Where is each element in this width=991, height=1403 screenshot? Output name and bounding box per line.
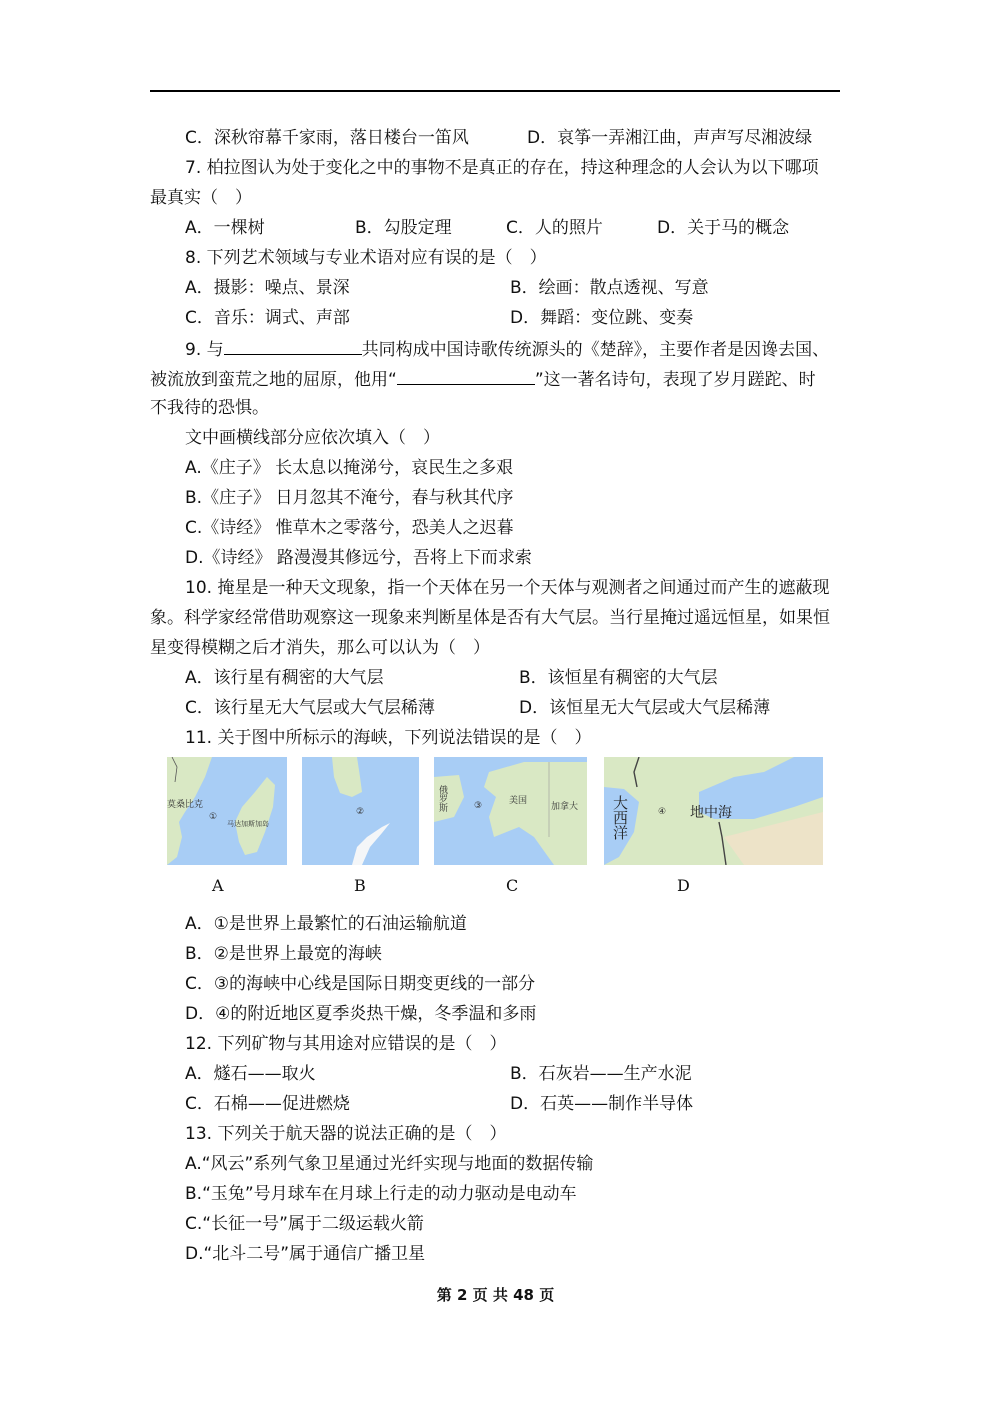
map-d: [604, 757, 823, 865]
q7-option-c: C．人的照片: [506, 218, 603, 238]
map-b: [302, 757, 419, 865]
q9-line1-start: 9. 与: [185, 340, 224, 360]
q9-line2-end: ”这一著名诗句，表现了岁月蹉跎、时: [534, 370, 816, 390]
q7-option-b: B．勾股定理: [355, 218, 452, 238]
map-c: [434, 757, 587, 865]
q13-option-c: C.“长征一号”属于二级运载火箭: [185, 1214, 424, 1234]
q9-option-b: B.《庄子》 日月忽其不淹兮，春与秋其代序: [185, 488, 514, 508]
q12-option-b: B．石灰岩——生产水泥: [510, 1064, 692, 1084]
q13-option-b: B.“玉兔”号月球车在月球上行走的动力驱动是电动车: [185, 1184, 577, 1204]
q9-line2: [150, 368, 816, 390]
q9-blank-1[interactable]: [224, 338, 362, 355]
q8-option-d: D．舞蹈：变位跳、变奏: [510, 308, 694, 328]
q8-stem: 8. 下列艺术领域与专业术语对应有误的是（ ）: [185, 248, 547, 268]
map-c-label-usa: 美国: [509, 796, 528, 806]
map-c-label-canada: 加拿大: [551, 802, 579, 812]
q12-stem: 12. 下列矿物与其用途对应错误的是（ ）: [185, 1034, 507, 1054]
q12-option-a: A．燧石——取火: [185, 1064, 316, 1084]
q9-option-c: C.《诗经》 惟草木之零落兮，恐美人之迟暮: [185, 518, 514, 538]
q9-line2-start: 被流放到蛮荒之地的屈原，他用“: [150, 370, 397, 390]
map-b-caption: B: [354, 876, 366, 895]
q13-stem: 13. 下列关于航天器的说法正确的是（ ）: [185, 1124, 507, 1144]
q9-prompt: 文中画横线部分应依次填入（ ）: [185, 428, 440, 448]
q11-option-a: A．①是世界上最繁忙的石油运输航道: [185, 914, 467, 934]
map-a-marker: ①: [209, 812, 218, 822]
q9-blank-2[interactable]: [397, 368, 535, 385]
q9-option-d: D.《诗经》 路漫漫其修远兮，吾将上下而求索: [185, 548, 532, 568]
map-a-caption: A: [212, 876, 224, 895]
q8-option-c: C．音乐：调式、声部: [185, 308, 350, 328]
header-rule: [150, 90, 840, 92]
map-a: [167, 757, 287, 865]
map-c-label-russia: 俄罗斯: [437, 785, 447, 812]
map-d-caption: D: [677, 876, 690, 895]
q6-option-c: C．深秋帘幕千家雨，落日楼台一笛风: [185, 128, 469, 148]
q10-line1: 10. 掩星是一种天文现象，指一个天体在另一个天体与观测者之间通过而产生的遮蔽现: [185, 578, 830, 598]
q6-option-d: D．哀筝一弄湘江曲，声声写尽湘波绿: [527, 128, 813, 148]
q9-line1-end: 共同构成中国诗歌传统源头的《楚辞》，主要作者是因谗去国、: [361, 340, 830, 360]
q7-option-a: A．一棵树: [185, 218, 265, 238]
map-d-label-atlantic: 大西洋: [611, 795, 629, 840]
q11-option-d: D．④的附近地区夏季炎热干燥，冬季温和多雨: [185, 1004, 537, 1024]
map-a-label-mozambique: 莫桑比克: [167, 800, 204, 810]
q7-option-d: D．关于马的概念: [657, 218, 790, 238]
q10-option-d: D．该恒星无大气层或大气层稀薄: [519, 698, 771, 718]
q12-option-d: D．石英——制作半导体: [510, 1094, 694, 1114]
q8-option-b: B．绘画：散点透视、写意: [510, 278, 709, 298]
q10-line2: 象。科学家经常借助观察这一现象来判断星体是否有大气层。当行星掩过遥远恒星，如果恒: [150, 608, 830, 628]
q9-line3: 不我待的恐惧。: [150, 398, 269, 418]
q10-option-c: C．该行星无大气层或大气层稀薄: [185, 698, 435, 718]
q10-option-a: A．该行星有稠密的大气层: [185, 668, 384, 688]
map-d-label-mediterranean: 地中海: [690, 805, 732, 821]
q13-option-d: D.“北斗二号”属于通信广播卫星: [185, 1244, 426, 1264]
map-c-marker: ③: [474, 801, 483, 811]
q11-stem: 11. 关于图中所标示的海峡，下列说法错误的是（ ）: [185, 728, 592, 748]
map-a-label-madagascar: 马达加斯加岛: [227, 820, 269, 828]
q9-line1: [185, 338, 829, 360]
q7-stem-line1: 7. 柏拉图认为处于变化之中的事物不是真正的存在，持这种理念的人会认为以下哪项: [185, 158, 819, 178]
q10-option-b: B．该恒星有稠密的大气层: [519, 668, 718, 688]
map-b-marker: ②: [356, 807, 365, 817]
q7-stem-line2: 最真实（ ）: [150, 188, 252, 208]
q11-option-c: C．③的海峡中心线是国际日期变更线的一部分: [185, 974, 536, 994]
q12-option-c: C．石棉——促进燃烧: [185, 1094, 350, 1114]
page-number: 第 2 页 共 48 页: [436, 1286, 555, 1304]
q13-option-a: A.“风云”系列气象卫星通过光纤实现与地面的数据传输: [185, 1154, 594, 1174]
q9-option-a: A.《庄子》 长太息以掩涕兮，哀民生之多艰: [185, 458, 514, 478]
map-d-marker: ④: [658, 807, 667, 817]
map-c-caption: C: [506, 876, 519, 895]
q10-line3: 星变得模糊之后才消失，那么可以认为（ ）: [150, 638, 490, 658]
q11-option-b: B．②是世界上最宽的海峡: [185, 944, 382, 964]
q8-option-a: A．摄影：噪点、景深: [185, 278, 350, 298]
